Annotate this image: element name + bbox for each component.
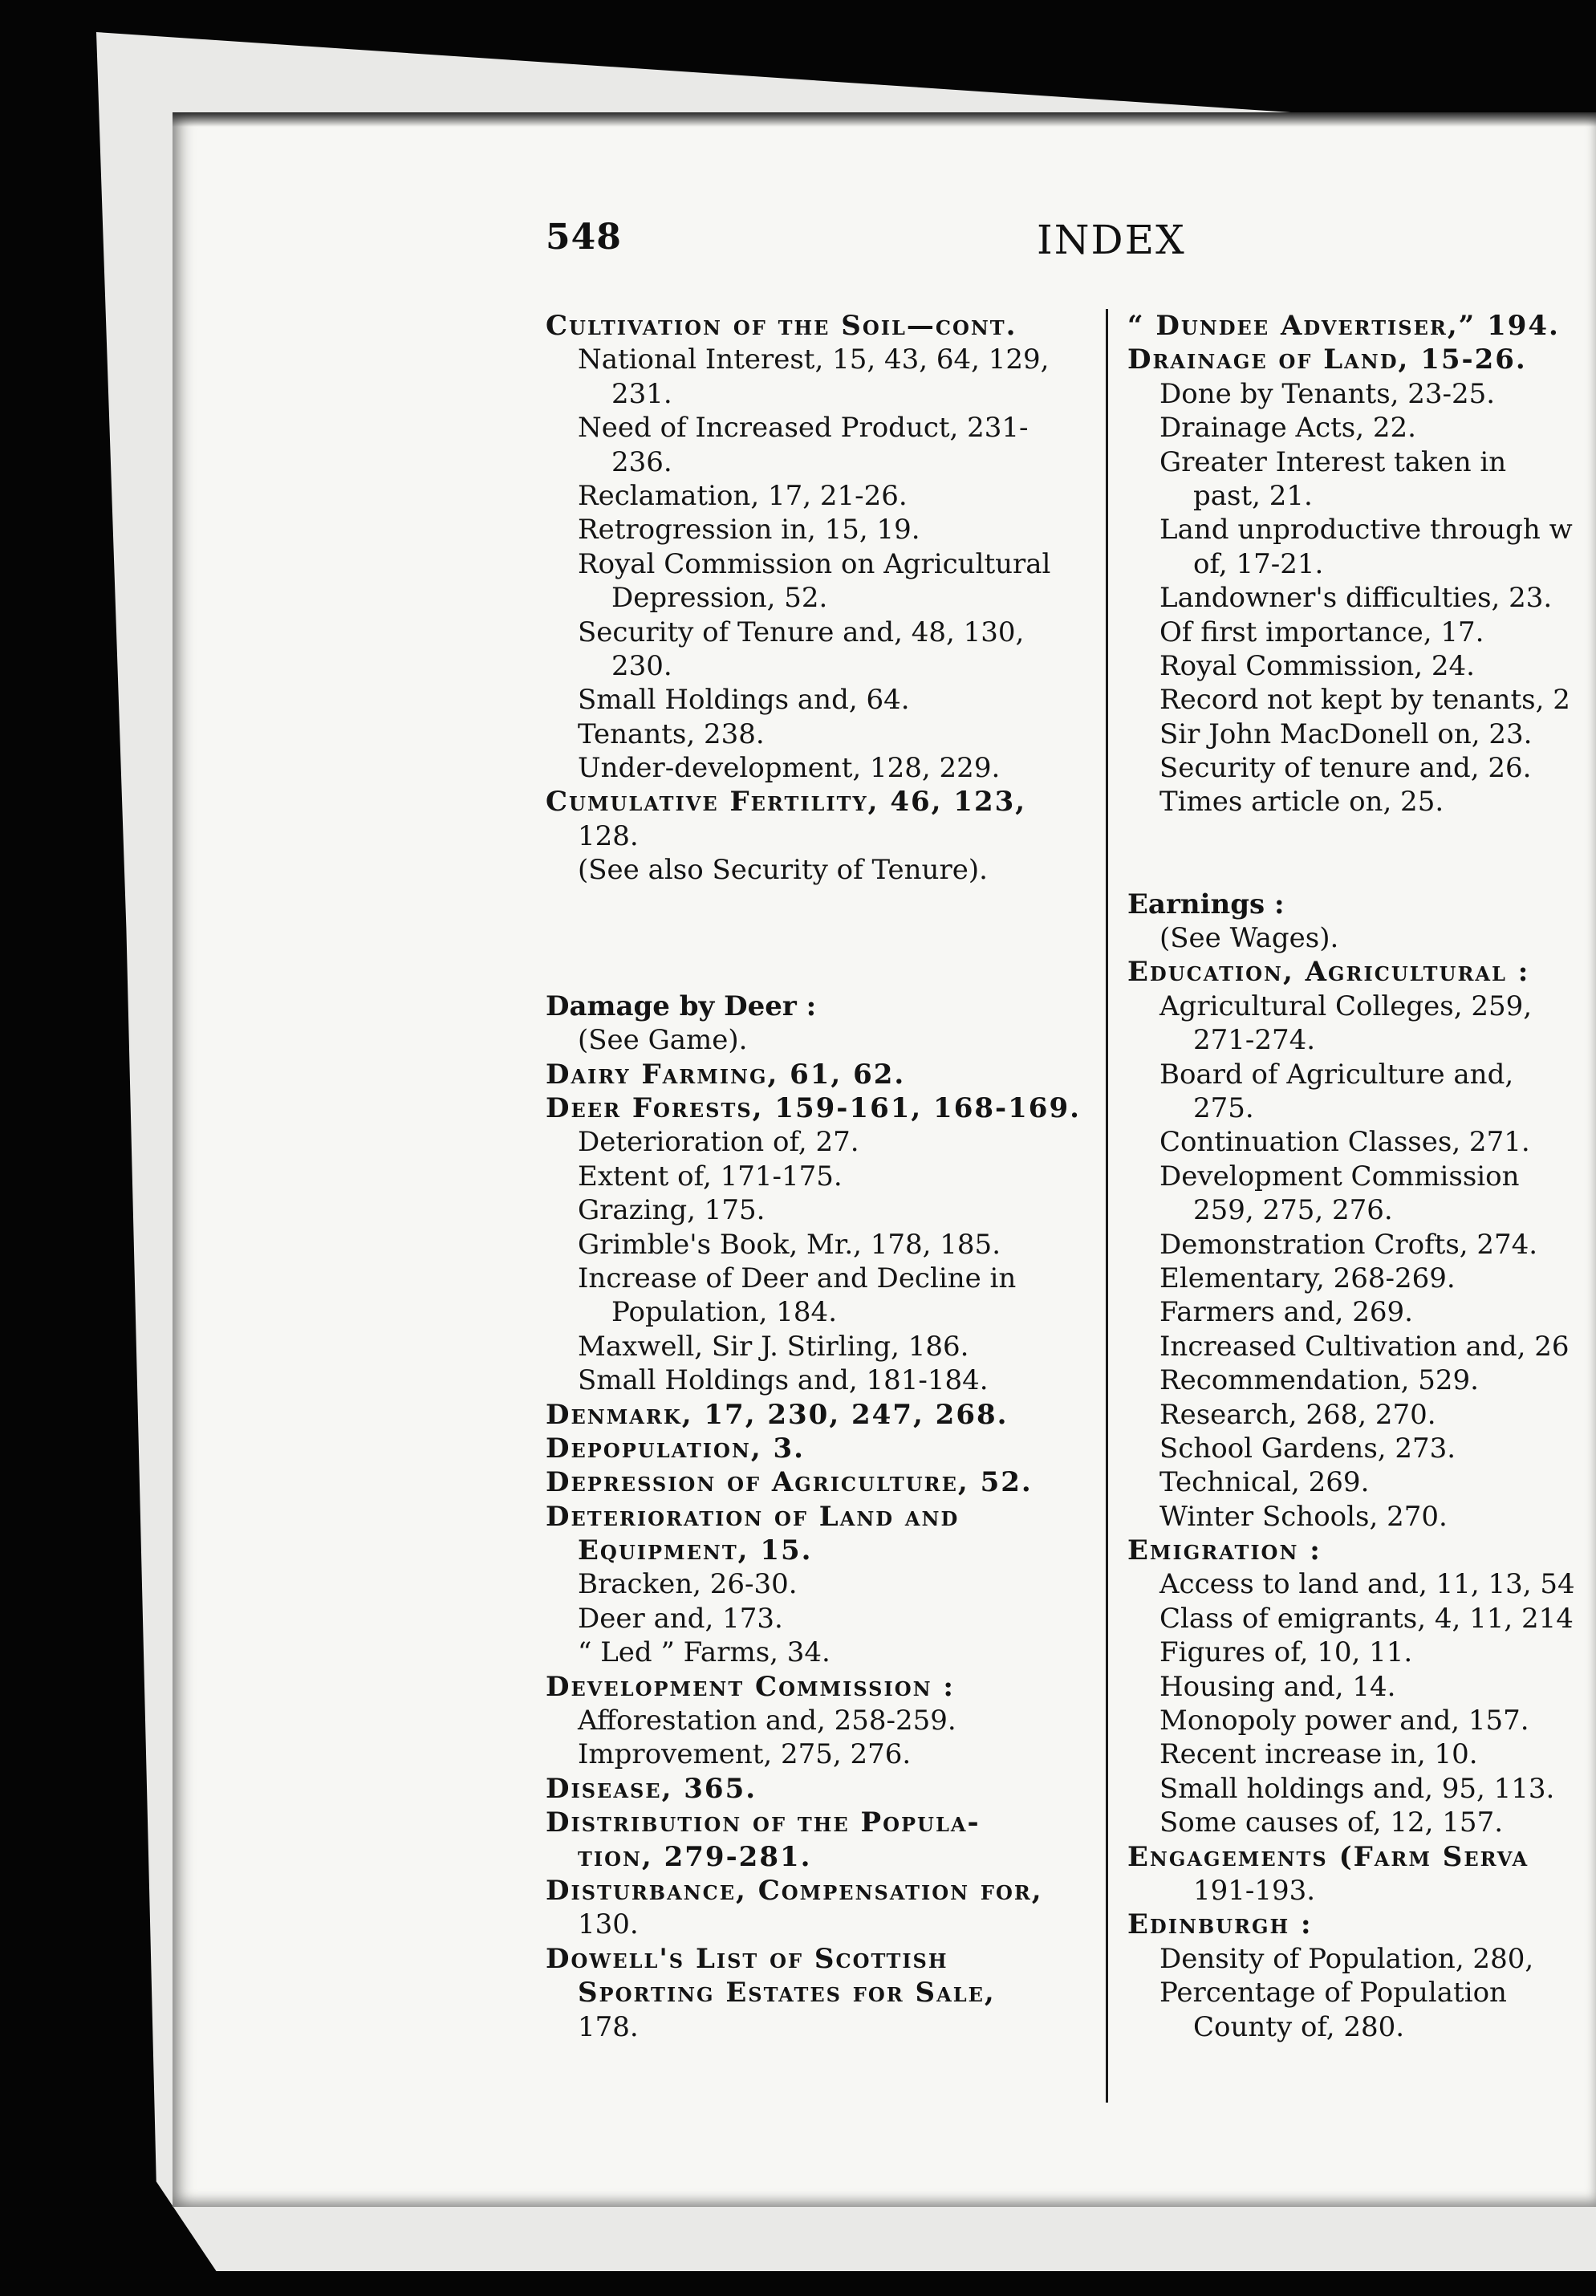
index-subentry: Times article on, 25. (1159, 786, 1444, 819)
index-heading: “ Dundee Advertiser,” 194. (1127, 310, 1560, 342)
index-heading: Emigration : (1127, 1534, 1322, 1567)
index-page (173, 112, 1596, 2207)
index-subentry: Agricultural Colleges, 259, (1159, 990, 1533, 1022)
index-subentry: Small holdings and, 95, 113. (1159, 1772, 1555, 1805)
index-heading: Earnings : (1127, 888, 1285, 920)
index-subentry: Percentage of Population (1159, 1977, 1507, 2010)
index-subentry: 178. (578, 2010, 639, 2043)
index-subentry: Some causes of, 12, 157. (1159, 1806, 1504, 1839)
index-heading: Distribution of the Popula- (546, 1806, 981, 1839)
index-subentry: Increased Cultivation and, 26 (1159, 1330, 1570, 1363)
index-subentry: Extent of, 171-175. (578, 1160, 843, 1193)
index-subentry: Drainage Acts, 22. (1159, 412, 1416, 445)
index-subentry: National Interest, 15, 43, 64, 129, (578, 343, 1050, 376)
index-subentry: Grazing, 175. (578, 1194, 766, 1227)
index-subentry: Security of tenure and, 26. (1159, 752, 1532, 785)
index-subentry: Development Commission (1159, 1160, 1520, 1193)
index-heading: Disturbance, Compensation for, (546, 1874, 1043, 1907)
index-subentry: 191-193. (1193, 1874, 1316, 1907)
index-subentry: past, 21. (1193, 479, 1313, 512)
index-subentry: Greater Interest taken in (1159, 445, 1507, 478)
index-subentry: Need of Increased Product, 231- (578, 412, 1029, 445)
index-subentry: Small Holdings and, 64. (578, 684, 910, 717)
index-subentry: School Gardens, 273. (1159, 1432, 1456, 1465)
index-heading: Depopulation, 3. (546, 1432, 805, 1465)
index-heading: Dowell's List of Scottish (546, 1942, 948, 1975)
index-subentry: Recent increase in, 10. (1159, 1738, 1478, 1771)
index-subentry: 236. (611, 445, 672, 478)
index-subentry: Bracken, 26-30. (578, 1568, 798, 1601)
index-column-right (1127, 309, 1596, 2044)
index-subentry: Depression, 52. (611, 582, 828, 615)
index-subentry: Under-development, 128, 229. (578, 752, 1001, 785)
index-subentry: Maxwell, Sir J. Stirling, 186. (578, 1330, 969, 1363)
running-title: INDEX (1037, 217, 1186, 263)
index-heading: Deterioration of Land and (546, 1500, 960, 1533)
index-subentry: Of first importance, 17. (1159, 616, 1484, 648)
index-subentry: Small Holdings and, 181-184. (578, 1364, 989, 1397)
index-subentry: Figures of, 10, 11. (1159, 1636, 1413, 1669)
index-subentry: County of, 280. (1193, 2010, 1405, 2043)
index-subentry: Access to land and, 11, 13, 54 (1159, 1568, 1575, 1601)
index-subentry: (See also Security of Tenure). (578, 854, 988, 887)
index-subentry: Technical, 269. (1159, 1466, 1370, 1499)
index-subentry: Sporting Estates for Sale, (578, 1977, 996, 2010)
index-subentry: 230. (611, 649, 672, 682)
column-divider (1106, 309, 1108, 2103)
index-subentry: Population, 184. (611, 1296, 837, 1329)
index-subentry: Deterioration of, 27. (578, 1126, 859, 1159)
index-subentry: Board of Agriculture and, (1159, 1058, 1514, 1091)
index-subentry: Monopoly power and, 157. (1159, 1705, 1529, 1737)
index-subentry: Equipment, 15. (578, 1534, 813, 1567)
index-subentry: Housing and, 14. (1159, 1670, 1396, 1703)
index-subentry: Farmers and, 269. (1159, 1296, 1413, 1329)
index-subentry: “ Led ” Farms, 34. (578, 1636, 830, 1669)
index-subentry: Record not kept by tenants, 2 (1159, 684, 1570, 717)
index-subentry: Winter Schools, 270. (1159, 1500, 1448, 1533)
index-heading: Development Commission : (546, 1670, 955, 1703)
index-heading: Cumulative Fertility, 46, 123, (546, 786, 1027, 819)
index-heading: Depression of Agriculture, 52. (546, 1466, 1033, 1499)
index-heading: Education, Agricultural : (1127, 956, 1530, 989)
entry-spacer (1127, 819, 1596, 888)
index-subentry: 259, 275, 276. (1193, 1194, 1393, 1227)
index-subentry: Retrogression in, 15, 19. (578, 514, 920, 547)
index-heading: Damage by Deer : (546, 990, 817, 1022)
index-subentry: Tenants, 238. (578, 717, 765, 750)
index-subentry: Continuation Classes, 271. (1159, 1126, 1530, 1159)
index-subentry: Security of Tenure and, 48, 130, (578, 616, 1025, 648)
index-subentry: Land unproductive through w (1159, 514, 1573, 547)
index-heading: Deer Forests, 159-161, 168-169. (546, 1092, 1081, 1124)
index-heading: Denmark, 17, 230, 247, 268. (546, 1398, 1009, 1431)
index-heading: Cultivation of the Soil—cont. (546, 310, 1017, 342)
index-subentry: Landowner's difficulties, 23. (1159, 582, 1553, 615)
index-subentry: 275. (1193, 1092, 1254, 1124)
index-subentry: Recommendation, 529. (1159, 1364, 1479, 1397)
index-subentry: of, 17-21. (1193, 547, 1324, 580)
index-subentry: Grimble's Book, Mr., 178, 185. (578, 1228, 1001, 1261)
index-heading: Dairy Farming, 61, 62. (546, 1058, 906, 1091)
index-subentry: Deer and, 173. (578, 1602, 783, 1635)
index-subentry: Elementary, 268-269. (1159, 1262, 1456, 1294)
index-subentry: Royal Commission on Agricultural (578, 547, 1051, 580)
index-subentry: Afforestation and, 258-259. (578, 1705, 956, 1737)
index-subentry: (See Game). (578, 1024, 748, 1057)
index-subentry: Research, 268, 270. (1159, 1398, 1436, 1431)
index-heading: Drainage of Land, 15-26. (1127, 343, 1527, 376)
running-head (173, 217, 1596, 281)
index-subentry: Done by Tenants, 23-25. (1159, 377, 1496, 410)
index-subentry: Class of emigrants, 4, 11, 214 (1159, 1602, 1574, 1635)
index-heading: Edinburgh : (1127, 1908, 1313, 1941)
index-subentry: Sir John MacDonell on, 23. (1159, 717, 1533, 750)
index-subentry: tion, 279-281. (578, 1840, 812, 1873)
index-subentry: (See Wages). (1159, 922, 1339, 955)
index-heading: Engagements (Farm Serva (1127, 1840, 1529, 1873)
index-subentry: 130. (578, 1908, 639, 1941)
index-subentry: Royal Commission, 24. (1159, 649, 1475, 682)
index-subentry: 271-274. (1193, 1024, 1316, 1057)
index-subentry: Demonstration Crofts, 274. (1159, 1228, 1538, 1261)
index-subentry: Improvement, 275, 276. (578, 1738, 912, 1771)
index-subentry: 128. (578, 819, 639, 852)
page-number: 548 (546, 217, 622, 258)
index-subentry: Increase of Deer and Decline in (578, 1262, 1017, 1294)
index-heading: Disease, 365. (546, 1772, 757, 1805)
index-subentry: 231. (611, 377, 672, 410)
index-subentry: Density of Population, 280, (1159, 1942, 1534, 1975)
index-subentry: Reclamation, 17, 21-26. (578, 479, 908, 512)
